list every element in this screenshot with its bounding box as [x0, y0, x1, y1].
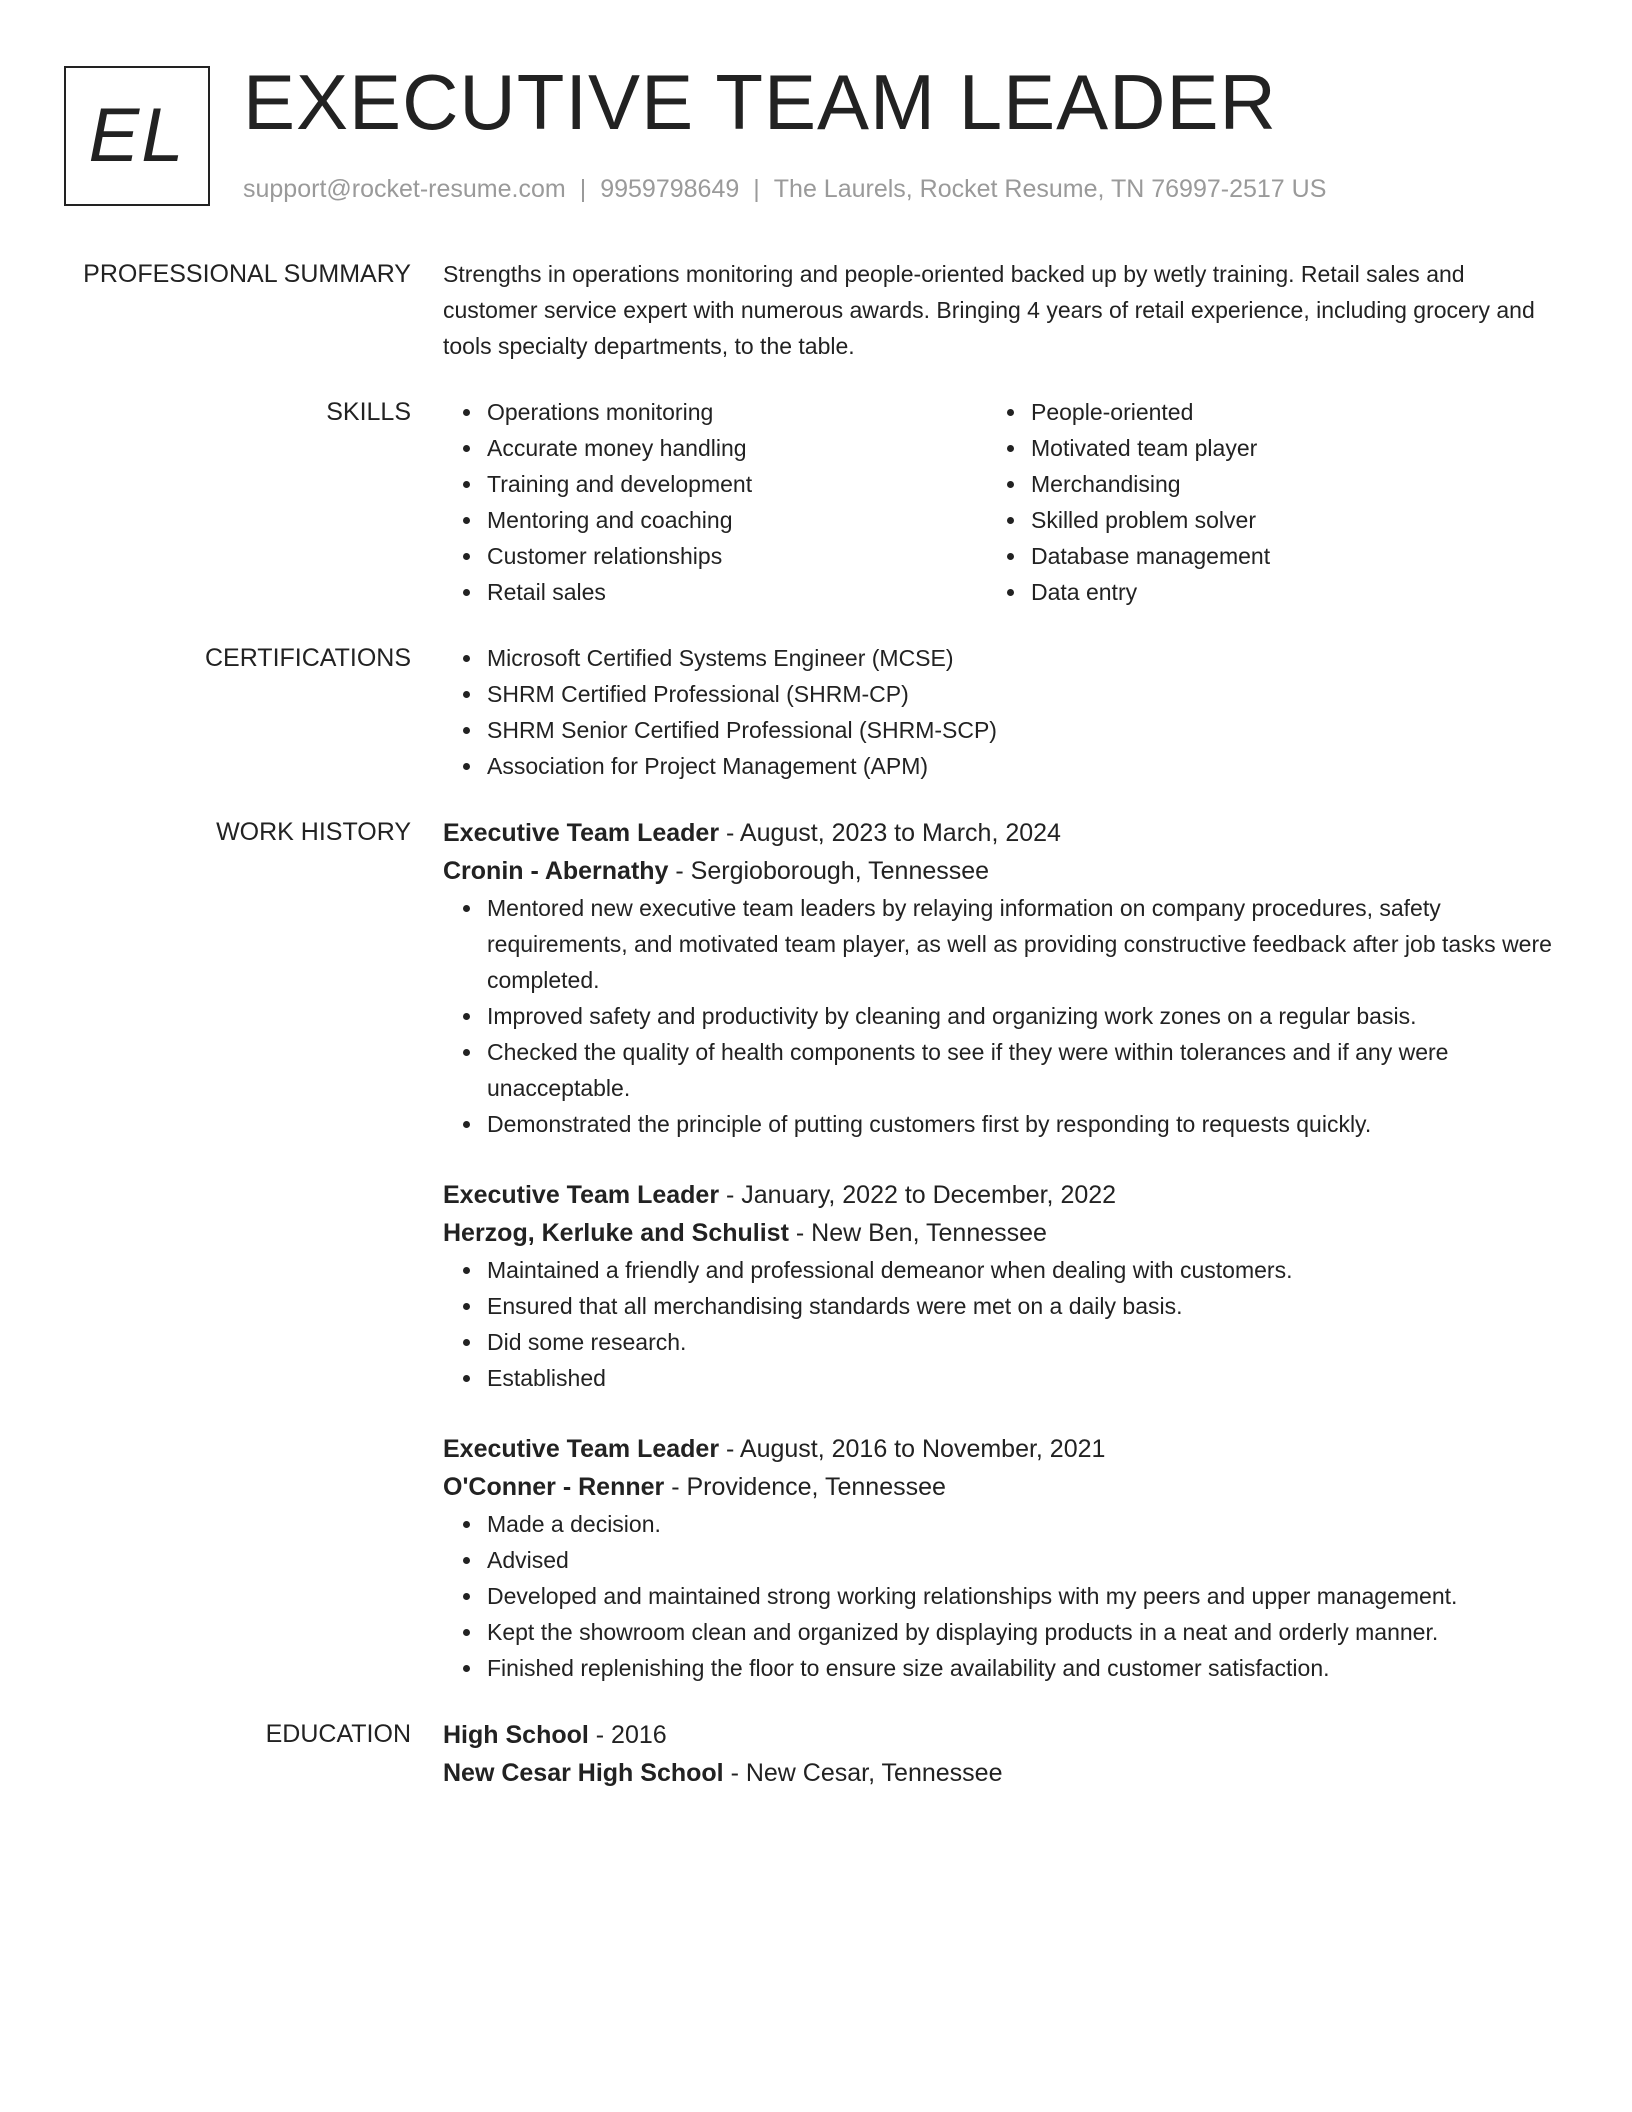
section-heading: SKILLS — [326, 398, 411, 426]
job-title-line — [443, 1176, 1553, 1214]
skill-item: Operations monitoring — [487, 394, 987, 430]
contact-separator: | — [579, 175, 587, 203]
job-title: Executive Team Leader — [443, 819, 720, 847]
contact-email: support@rocket-resume.com — [243, 175, 566, 203]
skill-item: Accurate money handling — [487, 430, 987, 466]
skills-column-left — [443, 394, 987, 610]
job-duty: Finished replenishing the floor to ensure size availability and customer satisfaction. — [487, 1650, 1553, 1686]
certifications-section — [0, 640, 1632, 784]
skill-item: People-oriented — [1031, 394, 1531, 430]
education-school-line — [443, 1754, 1553, 1792]
education-degree: High School — [443, 1721, 589, 1749]
monogram-box — [64, 66, 210, 206]
job-duty: Mentored new executive team leaders by relaying information on company procedures, safety requirements, and motivated team player, as well as providing constructive feedback after job tasks were completed. — [487, 890, 1553, 998]
job-company-line — [443, 1468, 1553, 1506]
certifications-body — [443, 640, 1553, 784]
job-dates: - January, 2022 to December, 2022 — [719, 1181, 1117, 1209]
job-duty: Ensured that all merchandising standards were met on a daily basis. — [487, 1288, 1553, 1324]
job-entry — [443, 814, 1553, 1142]
skill-item: Training and development — [487, 466, 987, 502]
education-location: - New Cesar, Tennessee — [723, 1759, 1003, 1787]
skill-item: Motivated team player — [1031, 430, 1531, 466]
summary-section — [0, 256, 1632, 364]
section-heading: WORK HISTORY — [216, 818, 411, 846]
skill-item: Retail sales — [487, 574, 987, 610]
summary-body — [443, 256, 1553, 364]
summary-text: Strengths in operations monitoring and people-oriented backed up by wetly training. Retail sales and customer service expert with numerous awards. Bringing 4 years of retail experience, including grocery and tools specialty departments, to the table. — [443, 261, 1535, 359]
resume-title: EXECUTIVE TEAM LEADER — [243, 58, 1277, 146]
job-location: - Sergioborough, Tennessee — [668, 857, 990, 885]
job-duty: Did some research. — [487, 1324, 1553, 1360]
work-history-body — [443, 814, 1553, 1686]
job-location: - Providence, Tennessee — [664, 1473, 946, 1501]
contact-address: The Laurels, Rocket Resume, TN 76997-2517 US — [773, 175, 1327, 203]
education-degree-line — [443, 1716, 1553, 1754]
job-company: Herzog, Kerluke and Schulist — [443, 1219, 789, 1247]
job-title-line — [443, 814, 1553, 852]
monogram-initials: EL — [88, 93, 186, 178]
contact-separator: | — [753, 175, 760, 203]
skills-list — [443, 394, 1553, 610]
certification-item: SHRM Certified Professional (SHRM-CP) — [487, 676, 1553, 712]
resume-content — [0, 256, 1632, 1822]
job-duty: Checked the quality of health components to see if they were within tolerances and if any were unacceptable. — [487, 1034, 1553, 1106]
job-dates: - August, 2016 to November, 2021 — [719, 1435, 1106, 1463]
section-heading: CERTIFICATIONS — [204, 644, 411, 672]
job-duty: Maintained a friendly and professional demeanor when dealing with customers. — [487, 1252, 1553, 1288]
job-entry — [443, 1430, 1553, 1686]
certifications-list — [443, 640, 1553, 784]
skill-item: Merchandising — [1031, 466, 1531, 502]
job-company: O'Conner - Renner — [443, 1473, 665, 1501]
job-duties-list — [443, 1506, 1553, 1686]
job-entry — [443, 1176, 1553, 1396]
contact-phone: 9959798649 — [600, 175, 740, 203]
skill-item: Mentoring and coaching — [487, 502, 987, 538]
skill-item: Data entry — [1031, 574, 1531, 610]
section-heading: PROFESSIONAL SUMMARY — [83, 260, 411, 288]
skills-column-right — [987, 394, 1531, 610]
job-title: Executive Team Leader — [443, 1435, 720, 1463]
job-duty: Made a decision. — [487, 1506, 1553, 1542]
job-duty: Established — [487, 1360, 1553, 1396]
job-location: - New Ben, Tennessee — [788, 1219, 1047, 1247]
job-title: Executive Team Leader — [443, 1181, 720, 1209]
job-company-line — [443, 1214, 1553, 1252]
job-duties-list — [443, 1252, 1553, 1396]
work-history-section — [0, 814, 1632, 1686]
skill-item: Database management — [1031, 538, 1531, 574]
certification-item: SHRM Senior Certified Professional (SHRM-SCP) — [487, 712, 1553, 748]
job-duties-list — [443, 890, 1553, 1142]
certification-item: Association for Project Management (APM) — [487, 748, 1553, 784]
job-title-line — [443, 1430, 1553, 1468]
job-company-line — [443, 852, 1553, 890]
job-duty: Developed and maintained strong working relationships with my peers and upper management. — [487, 1578, 1553, 1614]
job-duty: Advised — [487, 1542, 1553, 1578]
education-section — [0, 1716, 1632, 1792]
job-dates: - August, 2023 to March, 2024 — [719, 819, 1061, 847]
contact-line — [243, 172, 1326, 206]
education-year: - 2016 — [588, 1721, 667, 1749]
job-duty: Kept the showroom clean and organized by displaying products in a neat and orderly manner. — [487, 1614, 1553, 1650]
job-duty: Demonstrated the principle of putting customers first by responding to requests quickly. — [487, 1106, 1553, 1142]
section-heading: EDUCATION — [265, 1720, 411, 1748]
skill-item: Customer relationships — [487, 538, 987, 574]
job-duty: Improved safety and productivity by cleaning and organizing work zones on a regular basis. — [487, 998, 1553, 1034]
certification-item: Microsoft Certified Systems Engineer (MCSE) — [487, 640, 1553, 676]
skills-section — [0, 394, 1632, 610]
job-company: Cronin - Abernathy — [443, 857, 669, 885]
education-body — [443, 1716, 1553, 1792]
skill-item: Skilled problem solver — [1031, 502, 1531, 538]
education-school: New Cesar High School — [443, 1759, 724, 1787]
